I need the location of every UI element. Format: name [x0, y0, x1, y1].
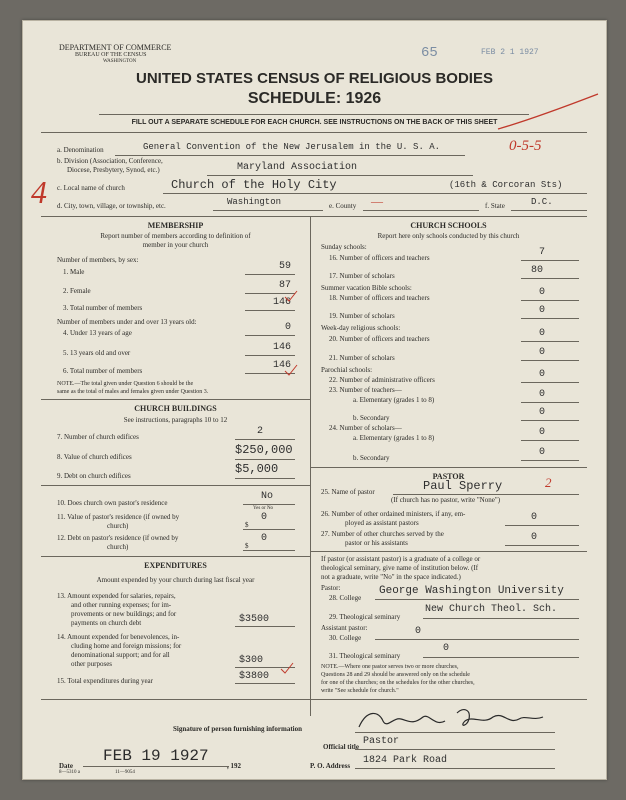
q4-value: 0	[284, 322, 291, 333]
q12-zero: 0	[261, 533, 268, 544]
q13-label-3: provements or new buildings; and for	[71, 610, 177, 618]
year-suffix: , 192	[227, 762, 241, 770]
q25-value: Paul Sperry	[423, 479, 503, 493]
q8-label: 8. Value of church edifices	[57, 453, 132, 461]
graduate-note-3: not a graduate, write "No" in the space indicated.)	[321, 573, 461, 581]
schools-heading: CHURCH SCHOOLS	[410, 221, 487, 230]
buildings-heading: CHURCH BUILDINGS	[134, 404, 217, 413]
q14-label-1: 14. Amount expended for benevolences, in-	[57, 633, 180, 641]
signature-label: Signature of person furnishing information	[173, 725, 302, 733]
pastor-note-1: NOTE.—Where one pastor serves two or more churches,	[321, 664, 459, 670]
po-address-label: P. O. Address	[310, 762, 351, 770]
q9-label: 9. Debt on church edifices	[57, 472, 131, 480]
po-address-value: 1824 Park Road	[363, 755, 448, 766]
q2-label: 2. Female	[63, 287, 91, 295]
graduate-note-2: theological seminary, give name of institution below. (If	[321, 564, 479, 572]
q23-label: 23. Number of teachers—	[329, 386, 402, 394]
red-check-mark	[493, 89, 603, 139]
church-name-value: Church of the Holy City	[171, 178, 337, 192]
stamp-number: 65	[421, 45, 438, 61]
q11-label-2: church)	[107, 522, 129, 530]
q25-hint: (If church has no pastor, write "None")	[391, 496, 501, 504]
pastor-note-4: write "See schedule for church."	[321, 688, 399, 694]
form-title: UNITED STATES CENSUS OF RELIGIOUS BODIES	[136, 70, 493, 87]
q14-label-2: cluding home and foreign missions; for	[71, 642, 182, 650]
q18-label: 18. Number of officers and teachers	[329, 294, 430, 302]
membership-intro-2: member in your church	[142, 241, 209, 249]
age-header: Number of members under and over 13 years old:	[57, 318, 197, 326]
q28-value: George Washington University	[379, 585, 564, 597]
city-label-field: d. City, town, village, or township, etc.	[57, 202, 166, 210]
q21-label: 21. Number of scholars	[329, 354, 395, 362]
county-label: e. County	[329, 202, 357, 210]
q29-value: New Church Theol. Sch.	[425, 604, 558, 615]
q31-label: 31. Theological seminary	[329, 652, 401, 660]
received-stamp-date: FEB 2 1 1927	[481, 48, 539, 57]
pastor-note-2: Questions 28 and 29 should be answered only on the schedule	[321, 672, 470, 678]
census-schedule-sheet	[22, 20, 607, 780]
q7-value: 2	[257, 426, 264, 437]
q14-value: $300	[239, 655, 264, 666]
division-value: Maryland Association	[237, 162, 358, 173]
q22-label: 22. Number of administrative officers	[329, 376, 435, 384]
q26-label-2: ployed as assistant pastors	[345, 519, 419, 527]
buildings-sub: See instructions, paragraphs 10 to 12	[123, 416, 228, 424]
sunday-schools-label: Sunday schools:	[321, 243, 367, 251]
expenditures-heading: EXPENDITURES	[144, 561, 207, 570]
q1-value: 59	[278, 261, 291, 272]
assistant-pastor-label: Assistant pastor:	[321, 624, 368, 632]
state-label: f. State	[485, 202, 505, 210]
q15-value: $3800	[239, 671, 270, 682]
form-number: 8—5310 a	[59, 770, 80, 775]
official-title-label: Official title	[323, 743, 359, 751]
q22-value: 0	[539, 369, 546, 380]
graduate-note-1: If pastor (or assistant pastor) is a graduate of a college or	[321, 555, 481, 563]
q26-value: 0	[531, 512, 538, 523]
signature-image	[353, 705, 553, 735]
membership-note-1: NOTE.—The total given under Question 6 should be the	[57, 381, 194, 387]
q8-value: $250,000	[235, 443, 293, 457]
q4-label: 4. Under 13 years of age	[63, 329, 132, 337]
q13-label-4: payments on church debt	[71, 619, 142, 627]
q24b-label: b. Secondary	[353, 454, 390, 462]
margin-mark: 0-5-5	[509, 138, 542, 154]
q27-value: 0	[531, 532, 538, 543]
q14-label-4: other purposes	[71, 660, 113, 668]
date-label: Date	[59, 762, 73, 770]
city-label: WASHINGTON	[103, 59, 137, 64]
state-value: D.C.	[531, 197, 553, 207]
denomination-value: General Convention of the New Jerusalem in the U. S. A.	[143, 142, 441, 152]
official-title-value: Pastor	[363, 736, 400, 747]
q7-label: 7. Number of church edifices	[57, 433, 139, 441]
by-sex-label: Number of members, by sex:	[57, 256, 139, 264]
q27-label-1: 27. Number of other churches served by the	[321, 530, 444, 538]
q16-label: 16. Number of officers and teachers	[329, 254, 430, 262]
membership-note-2: same as the total of males and females given under Question 3.	[57, 389, 209, 395]
q3-label: 3. Total number of members	[63, 304, 143, 312]
q12-label: 12. Debt on pastor's residence (if owned by	[57, 534, 179, 542]
q28-label: 28. College	[329, 594, 362, 602]
date-stamp: FEB 19 1927	[103, 747, 209, 765]
county-red-dash: —	[371, 194, 383, 208]
q6-label: 6. Total number of members	[63, 367, 143, 375]
print-number: 11—9054	[115, 770, 135, 775]
q19-value: 0	[539, 305, 546, 316]
q26-label-1: 26. Number of other ordained ministers, if any, em-	[321, 510, 466, 518]
q24b-value: 0	[539, 447, 546, 458]
q11-zero: 0	[261, 512, 268, 523]
q21-value: 0	[539, 347, 546, 358]
q12-value: $	[245, 542, 249, 550]
q23b-value: 0	[539, 407, 546, 418]
q29-label: 29. Theological seminary	[329, 613, 401, 621]
q17-value: 80	[531, 265, 544, 276]
q13-value: $3500	[239, 614, 270, 625]
red-tick-marks	[283, 289, 303, 379]
side-mark: 4	[31, 174, 47, 210]
q5-value: 146	[272, 342, 291, 353]
parochial-schools-label: Parochial schools:	[321, 366, 373, 374]
q23a-label: a. Elementary (grades 1 to 8)	[353, 396, 435, 404]
bureau-label: BUREAU OF THE CENSUS	[75, 52, 147, 58]
q14-label-3: denominational support; and for all	[71, 651, 170, 659]
membership-heading: MEMBERSHIP	[147, 221, 204, 230]
q5-label: 5. 13 years old and over	[63, 349, 131, 357]
q13-label-2: and other running expenses; for im-	[71, 601, 172, 609]
pastor-heading: PASTOR	[432, 472, 465, 481]
q2-value: 87	[278, 280, 291, 291]
q9-value: $5,000	[235, 462, 279, 476]
department-label: DEPARTMENT OF COMMERCE	[59, 43, 172, 52]
q24a-value: 0	[539, 427, 546, 438]
q24a-label: a. Elementary (grades 1 to 8)	[353, 434, 435, 442]
q16-value: 7	[539, 247, 546, 258]
pastor-sub-label: Pastor:	[321, 584, 341, 592]
city-value: Washington	[227, 197, 282, 207]
expenditures-sub: Amount expended by your church during last fiscal year	[96, 576, 255, 584]
q10-value: No	[261, 491, 274, 502]
schedule-title: SCHEDULE: 1926	[247, 90, 382, 107]
q18-value: 0	[539, 287, 546, 298]
q13-label-1: 13. Amount expended for salaries, repairs,	[57, 592, 176, 600]
membership-intro-1: Report number of members according to definition of	[100, 232, 251, 240]
weekday-schools-label: Week-day religious schools:	[321, 324, 401, 332]
q27-label-2: pastor or his assistants	[345, 539, 408, 547]
q24-label: 24. Number of scholars—	[329, 424, 402, 432]
red-pastor-mark: 2	[545, 475, 552, 490]
q17-label: 17. Number of scholars	[329, 272, 395, 280]
yes-no-hint: Yes or No	[253, 506, 274, 511]
q30-label: 30. College	[329, 634, 362, 642]
q23a-value: 0	[539, 389, 546, 400]
church-name-label: c. Local name of church	[57, 184, 125, 192]
q15-label: 15. Total expenditures during year	[57, 677, 153, 685]
schools-sub: Report here only schools conducted by this church	[377, 232, 520, 240]
q23b-label: b. Secondary	[353, 414, 390, 422]
division-label-2: Diocese, Presbytery, Synod, etc.)	[67, 166, 160, 174]
q10-label: 10. Does church own pastor's residence	[57, 499, 168, 507]
q12-label-2: church)	[107, 543, 129, 551]
q20-label: 20. Number of officers and teachers	[329, 335, 430, 343]
summer-schools-label: Summer vacation Bible schools:	[321, 284, 412, 292]
q11-value: $	[245, 521, 249, 529]
pastor-note-3: for one of the churches; on the schedules for the other churches,	[321, 680, 475, 686]
q25-label: 25. Name of pastor	[321, 488, 375, 496]
q30-value: 0	[415, 626, 422, 637]
instructions-banner: FILL OUT A SEPARATE SCHEDULE FOR EACH CHURCH. SEE INSTRUCTIONS ON THE BACK OF THIS SHEET	[131, 119, 498, 126]
q31-value: 0	[443, 643, 450, 654]
q20-value: 0	[539, 328, 546, 339]
q3-value: 146	[272, 297, 291, 308]
church-address-note: (16th & Corcoran Sts)	[449, 180, 563, 190]
q1-label: 1. Male	[63, 268, 85, 276]
q6-value: 146	[272, 360, 291, 371]
denomination-label: a. Denomination	[57, 146, 104, 154]
division-label: b. Division (Association, Conference,	[57, 157, 163, 165]
red-tick-total	[279, 661, 299, 681]
q11-label: 11. Value of pastor's residence (if owned by	[57, 513, 180, 521]
q19-label: 19. Number of scholars	[329, 312, 395, 320]
